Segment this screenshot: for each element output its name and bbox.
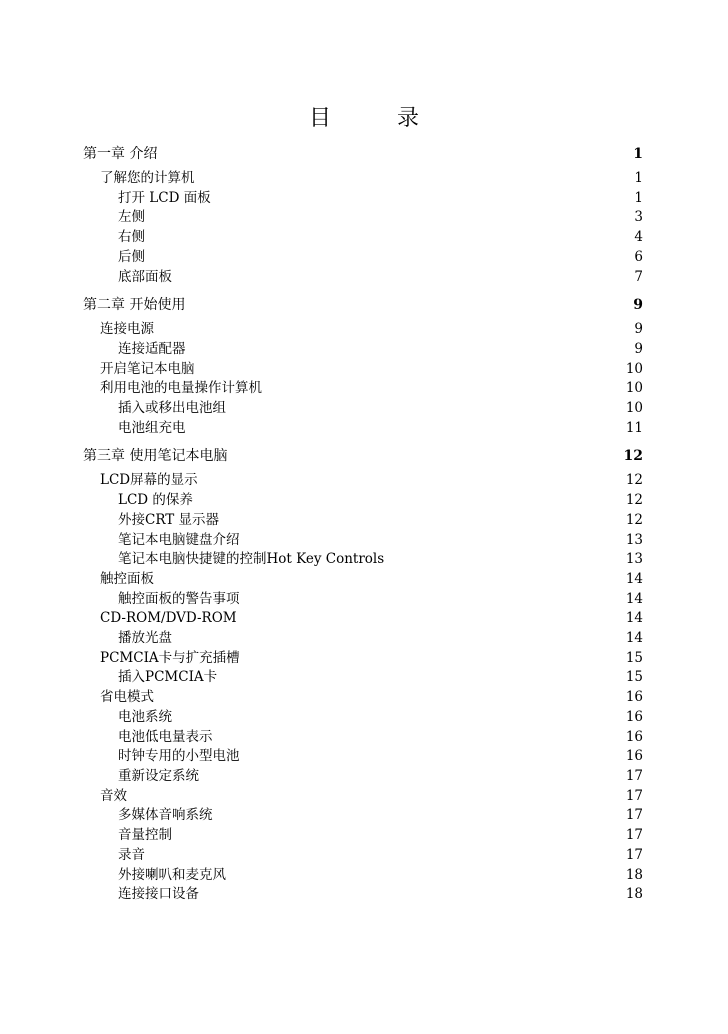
toc-entry-title: LCD 的保养 bbox=[118, 492, 193, 509]
toc-subsection-entry bbox=[83, 806, 643, 826]
toc-subsection-entry bbox=[83, 885, 643, 905]
toc-chapter-entry bbox=[83, 145, 643, 163]
toc-entry-title: CD-ROM/DVD-ROM bbox=[100, 610, 237, 627]
toc-section-entry bbox=[83, 320, 643, 340]
toc-entry-title: 音效 bbox=[100, 787, 127, 804]
toc-entry-title: 音量控制 bbox=[118, 827, 172, 844]
toc-entry-title: 右侧 bbox=[118, 229, 145, 246]
toc-entry-page-number: 15 bbox=[625, 669, 643, 686]
toc-entry-title: 录音 bbox=[118, 846, 145, 863]
toc-entry-title: 触控面板 bbox=[100, 570, 154, 587]
toc-entry-page-number: 12 bbox=[623, 448, 643, 465]
page-title: 目 录 bbox=[308, 106, 441, 131]
toc-entry-page-number: 17 bbox=[625, 827, 643, 844]
toc-subsection-entry bbox=[83, 728, 643, 748]
toc-entry-page-number: 17 bbox=[625, 846, 643, 863]
toc-subsection-entry bbox=[83, 846, 643, 866]
toc-entry-page-number: 12 bbox=[625, 492, 643, 509]
toc-section-entry bbox=[83, 649, 643, 669]
toc-entry-title: 外接CRT 显示器 bbox=[118, 511, 220, 528]
toc-entry-title: 底部面板 bbox=[118, 268, 172, 285]
toc-entry-title: 开启笔记本电脑 bbox=[100, 360, 195, 377]
toc-entry-page-number: 9 bbox=[634, 340, 643, 357]
toc-entry-page-number: 13 bbox=[625, 551, 643, 568]
toc-chapter-entry bbox=[83, 447, 643, 465]
toc-entry-title: 电池低电量表示 bbox=[118, 728, 213, 745]
toc-entry-title: 外接喇叭和麦克风 bbox=[118, 866, 226, 883]
toc-entry-page-number: 11 bbox=[625, 419, 643, 436]
toc-section-entry bbox=[83, 169, 643, 189]
toc-chapter-entry bbox=[83, 296, 643, 314]
toc-subsection-entry bbox=[83, 590, 643, 610]
toc-entry-title: 了解您的计算机 bbox=[100, 170, 195, 186]
toc-subsection-entry bbox=[83, 268, 643, 288]
toc-subsection-entry bbox=[83, 747, 643, 767]
toc-entry-page-number: 10 bbox=[625, 380, 643, 397]
toc-subsection-entry bbox=[83, 228, 643, 248]
toc-entry-page-number: 12 bbox=[625, 511, 643, 528]
toc-entry-title: 第三章 使用笔记本电脑 bbox=[83, 448, 228, 465]
toc-entry-title: 利用电池的电量操作计算机 bbox=[100, 380, 262, 397]
table-of-contents bbox=[83, 145, 643, 905]
toc-entry-title: 打开 LCD 面板 bbox=[118, 189, 211, 206]
toc-entry-title: 电池组充电 bbox=[118, 419, 186, 436]
toc-entry-page-number: 6 bbox=[634, 248, 643, 265]
toc-entry-page-number: 18 bbox=[625, 886, 643, 903]
toc-entry-page-number: 10 bbox=[625, 400, 643, 417]
toc-entry-page-number: 14 bbox=[625, 630, 643, 647]
toc-entry-page-number: 16 bbox=[625, 728, 643, 745]
toc-section-entry bbox=[83, 609, 643, 629]
toc-entry-page-number: 9 bbox=[634, 321, 643, 338]
toc-subsection-entry bbox=[83, 708, 643, 728]
toc-entry-title: 多媒体音响系统 bbox=[118, 807, 213, 824]
toc-section-entry bbox=[83, 570, 643, 590]
toc-section-entry bbox=[83, 379, 643, 399]
toc-subsection-entry bbox=[83, 189, 643, 209]
toc-entry-page-number: 1 bbox=[634, 170, 643, 186]
toc-entry-page-number: 17 bbox=[625, 787, 643, 804]
toc-subsection-entry bbox=[83, 340, 643, 360]
toc-entry-page-number: 17 bbox=[625, 807, 643, 824]
toc-entry-title: 左侧 bbox=[118, 209, 145, 226]
toc-entry-page-number: 18 bbox=[625, 866, 643, 883]
toc-entry-title: 省电模式 bbox=[100, 689, 154, 706]
toc-subsection-entry bbox=[83, 767, 643, 787]
toc-entry-page-number: 13 bbox=[625, 531, 643, 548]
toc-entry-title: 连接适配器 bbox=[118, 340, 186, 357]
toc-entry-title: 重新设定系统 bbox=[118, 767, 199, 784]
toc-entry-title: 时钟专用的小型电池 bbox=[118, 748, 240, 765]
toc-subsection-entry bbox=[83, 419, 643, 439]
toc-section-entry bbox=[83, 787, 643, 807]
toc-subsection-entry bbox=[83, 208, 643, 228]
toc-section-entry bbox=[83, 360, 643, 380]
toc-subsection-entry bbox=[83, 491, 643, 511]
toc-entry-title: 第二章 开始使用 bbox=[83, 297, 186, 314]
toc-entry-title: PCMCIA卡与扩充插槽 bbox=[100, 649, 240, 666]
toc-entry-page-number: 1 bbox=[634, 189, 643, 206]
toc-subsection-entry bbox=[83, 248, 643, 268]
toc-subsection-entry bbox=[83, 531, 643, 551]
toc-subsection-entry bbox=[83, 511, 643, 531]
toc-entry-page-number: 14 bbox=[625, 610, 643, 627]
toc-subsection-entry bbox=[83, 550, 643, 570]
toc-entry-page-number: 7 bbox=[634, 268, 643, 285]
toc-subsection-entry bbox=[83, 668, 643, 688]
toc-entry-title: LCD屏幕的显示 bbox=[100, 472, 198, 489]
toc-entry-page-number: 16 bbox=[625, 689, 643, 706]
toc-entry-page-number: 17 bbox=[625, 767, 643, 784]
toc-entry-title: 连接接口设备 bbox=[118, 886, 199, 903]
toc-section-entry bbox=[83, 471, 643, 491]
toc-entry-title: 播放光盘 bbox=[118, 630, 172, 647]
toc-entry-page-number: 3 bbox=[634, 209, 643, 226]
toc-entry-title: 电池系统 bbox=[118, 708, 172, 725]
toc-entry-page-number: 14 bbox=[625, 590, 643, 607]
toc-section-entry bbox=[83, 688, 643, 708]
toc-entry-page-number: 1 bbox=[633, 146, 643, 162]
toc-entry-title: 插入或移出电池组 bbox=[118, 400, 226, 417]
toc-entry-title: 后侧 bbox=[118, 248, 145, 265]
toc-entry-page-number: 15 bbox=[625, 649, 643, 666]
toc-entry-page-number: 12 bbox=[625, 472, 643, 489]
toc-entry-page-number: 14 bbox=[625, 570, 643, 587]
toc-entry-page-number: 16 bbox=[625, 748, 643, 765]
toc-entry-title: 笔记本电脑键盘介绍 bbox=[118, 531, 240, 548]
toc-entry-title: 第一章 介绍 bbox=[83, 146, 158, 162]
toc-subsection-entry bbox=[83, 629, 643, 649]
toc-subsection-entry bbox=[83, 399, 643, 419]
toc-entry-page-number: 10 bbox=[625, 360, 643, 377]
toc-entry-page-number: 9 bbox=[633, 297, 643, 314]
toc-entry-title: 插入PCMCIA卡 bbox=[118, 669, 218, 686]
toc-entry-page-number: 16 bbox=[625, 708, 643, 725]
toc-subsection-entry bbox=[83, 866, 643, 886]
toc-entry-title: 触控面板的警告事项 bbox=[118, 590, 240, 607]
toc-subsection-entry bbox=[83, 826, 643, 846]
toc-entry-title: 笔记本电脑快捷键的控制Hot Key Controls bbox=[118, 551, 385, 568]
toc-entry-page-number: 4 bbox=[634, 229, 643, 246]
toc-entry-title: 连接电源 bbox=[100, 321, 154, 338]
